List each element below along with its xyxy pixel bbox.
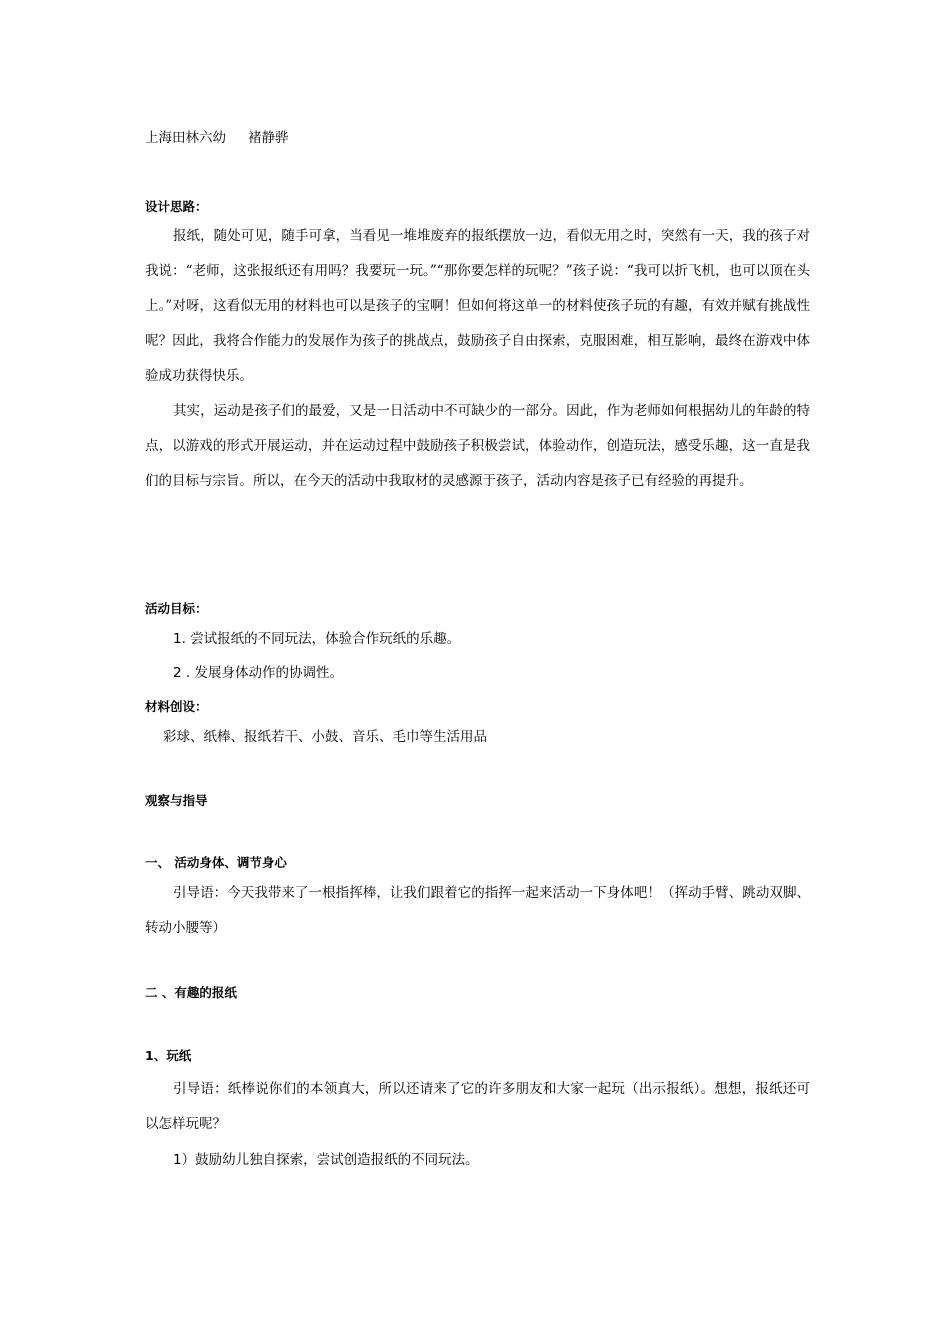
goal-item-1-text: 尝试报纸的不同玩法，体验合作玩纸的乐趣。 bbox=[190, 631, 461, 647]
section-1-body bbox=[145, 876, 810, 946]
goal-item-2-number: 2 . bbox=[173, 665, 191, 681]
goals-heading: 活动目标： bbox=[145, 601, 208, 616]
goal-item-2 bbox=[145, 663, 838, 683]
design-section bbox=[145, 219, 810, 499]
section-2-heading: 二 、有趣的报纸 bbox=[145, 985, 237, 1000]
design-paragraph-2: 其实，运动是孩子们的最爱，又是一日活动中不可缺少的一部分。因此，作为老师如何根据幼儿的年龄的特点，以游戏的形式开展运动，并在运动过程中鼓励孩子积极尝试，体验动作，创造玩法，感受乐趣，这一直是我们的目标与宗旨。所以，在今天的活动中我取材的灵感源于孩子，活动内容是孩子已有经验的再提升。 bbox=[145, 403, 810, 489]
design-paragraph-1: 报纸，随处可见，随手可拿，当看见一堆堆废弃的报纸摆放一边，看似无用之时，突然有一天，我的孩子对我说：“老师，这张报纸还有用吗？我要玩一玩。”“那你要怎样的玩呢？”孩子说：“我可以折飞机，也可以顶在头上。”对呀，这看似无用的材料也可以是孩子的宝啊！但如何将这单一的材料使孩子玩的有趣，有效并赋有挑战性呢？因此，我将合作能力的发展作为孩子的挑战点，鼓励孩子自由探索，克服困难，相互影响，最终在游戏中体验成功获得快乐。 bbox=[145, 228, 810, 384]
goal-item-1 bbox=[145, 629, 838, 649]
author-line bbox=[145, 128, 810, 148]
materials-heading: 材料创设： bbox=[145, 699, 208, 714]
observe-heading: 观察与指导 bbox=[145, 793, 208, 808]
goal-item-2-text: 发展身体动作的协调性。 bbox=[194, 665, 343, 681]
section-2-sub-1-heading: 1、玩纸 bbox=[145, 1048, 192, 1063]
section-1-text: 引导语：今天我带来了一根指挥棒，让我们跟着它的指挥一起来活动一下身体吧！（挥动手臂、跳动双脚、转动小腰等） bbox=[145, 885, 810, 936]
section-1-heading: 一、 活动身体、调节身心 bbox=[145, 855, 287, 870]
section-2-sub-1-item-number: 1） bbox=[173, 1152, 196, 1168]
goal-item-1-number: 1. bbox=[173, 631, 186, 647]
section-2-sub-1-text: 引导语：纸棒说你们的本领真大，所以还请来了它的许多朋友和大家一起玩（出示报纸）。想想，报纸还可以怎样玩呢？ bbox=[145, 1081, 810, 1132]
section-2-sub-1-item-text: 鼓励幼儿独自探索，尝试创造报纸的不同玩法。 bbox=[195, 1152, 479, 1168]
design-heading: 设计思路： bbox=[145, 199, 208, 214]
section-2-sub-1-body bbox=[145, 1072, 810, 1142]
author-name: 褚静骅 bbox=[248, 130, 289, 146]
section-2-sub-1-item bbox=[145, 1150, 838, 1170]
materials-text: 彩球、纸棒、报纸若干、小鼓、音乐、毛巾等生活用品 bbox=[163, 729, 487, 745]
school-name: 上海田林六幼 bbox=[145, 130, 226, 146]
